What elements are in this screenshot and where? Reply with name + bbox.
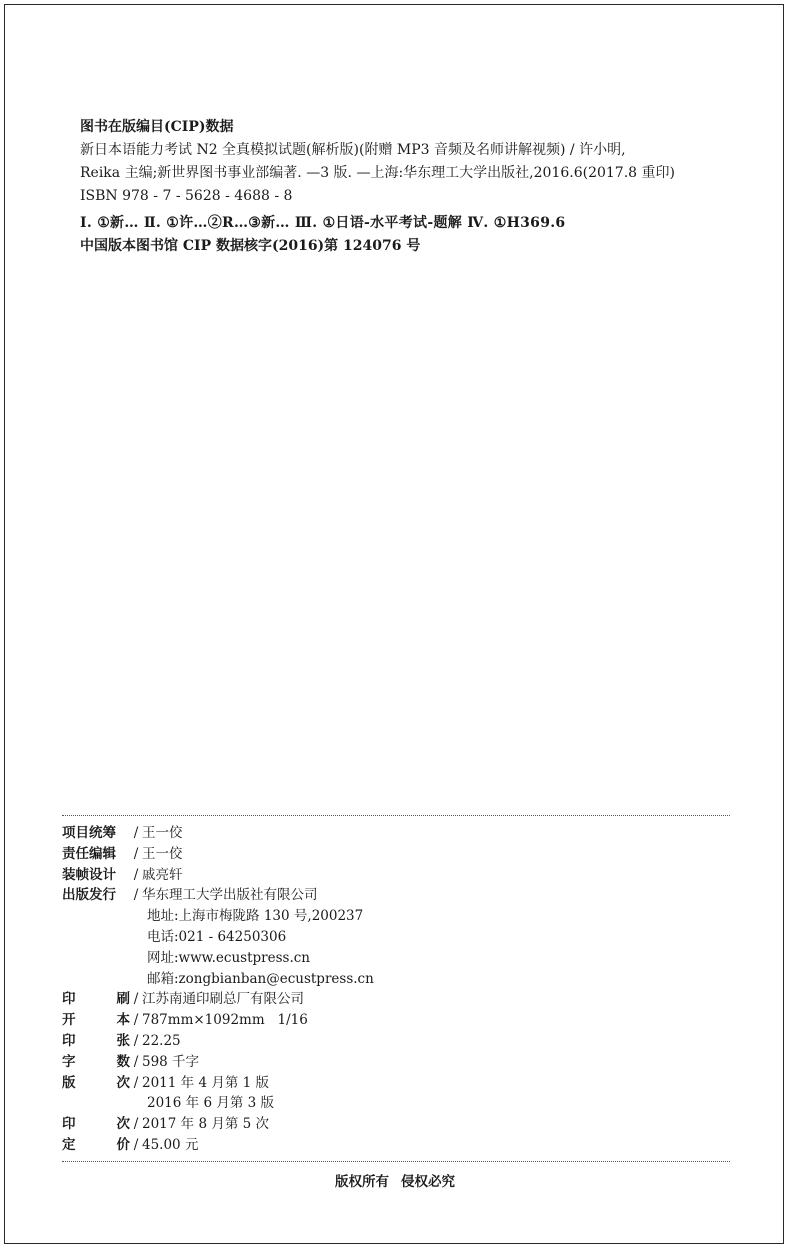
separator: / bbox=[133, 991, 139, 1008]
price-label: 定 价 bbox=[62, 1136, 130, 1153]
sheets-label: 印 张 bbox=[62, 1032, 130, 1049]
cip-number: 中国版本图书馆 CIP 数据核字(2016)第 124076 号 bbox=[80, 238, 421, 254]
design-value: 戚亮轩 bbox=[142, 866, 183, 883]
credit-row-price bbox=[62, 1135, 730, 1156]
separator: / bbox=[133, 1074, 139, 1091]
separator: / bbox=[133, 1136, 139, 1153]
publisher-address-row bbox=[62, 906, 730, 927]
divider-bottom bbox=[62, 1161, 730, 1162]
cip-classification: Ⅰ. ①新… Ⅱ. ①许…②R…③新… Ⅲ. ①日语-水平考试-题解 Ⅳ. ①H369.6 bbox=[80, 215, 566, 231]
credit-row-words bbox=[62, 1052, 730, 1073]
format-label: 开 本 bbox=[62, 1012, 130, 1029]
price-value: 45.00 元 bbox=[142, 1136, 199, 1153]
design-label: 装帧设计 bbox=[62, 866, 116, 883]
printer-label: 印 刷 bbox=[62, 991, 130, 1008]
rights-reserved: 版权所有 bbox=[335, 1174, 389, 1190]
cip-data-block bbox=[80, 116, 730, 258]
edition-row-2 bbox=[62, 1093, 730, 1114]
credit-row-format bbox=[62, 1010, 730, 1031]
editor-label: 责任编辑 bbox=[62, 845, 116, 862]
credit-row-publisher bbox=[62, 885, 730, 906]
credit-row-project bbox=[62, 823, 730, 844]
publisher-email: 邮箱:zongbianban@ecustpress.cn bbox=[147, 970, 374, 987]
cip-isbn: ISBN 978 - 7 - 5628 - 4688 - 8 bbox=[80, 188, 293, 204]
credit-row-impression bbox=[62, 1114, 730, 1135]
separator: / bbox=[133, 1012, 139, 1029]
separator: / bbox=[133, 825, 139, 841]
cip-title-line: 新日本语能力考试 N2 全真模拟试题(解析版)(附赠 MP3 音频及名师讲解视频) / 许小明, bbox=[80, 142, 626, 158]
separator: / bbox=[133, 1032, 139, 1049]
infringement-warning: 侵权必究 bbox=[401, 1174, 455, 1190]
divider-top bbox=[62, 815, 730, 816]
edition-label: 版 次 bbox=[62, 1074, 130, 1091]
credit-row-printer bbox=[62, 989, 730, 1010]
impression-label: 印 次 bbox=[62, 1116, 130, 1133]
edition-value-1: 2011 年 4 月第 1 版 bbox=[142, 1074, 269, 1091]
separator: / bbox=[133, 866, 139, 883]
publisher-website-row bbox=[62, 948, 730, 969]
credits-block bbox=[62, 823, 730, 1156]
separator: / bbox=[133, 887, 139, 904]
words-label: 字 数 bbox=[62, 1053, 130, 1070]
sheets-value: 22.25 bbox=[142, 1032, 181, 1049]
separator: / bbox=[133, 845, 139, 862]
publisher-address: 地址:上海市梅陇路 130 号,200237 bbox=[147, 908, 364, 925]
separator: / bbox=[133, 1116, 139, 1133]
publisher-phone: 电话:021 - 64250306 bbox=[147, 928, 287, 945]
publisher-email-row bbox=[62, 969, 730, 990]
printer-value: 江苏南通印刷总厂有限公司 bbox=[142, 991, 304, 1008]
publisher-label: 出版发行 bbox=[62, 887, 116, 904]
cip-authors-line: Reika 主编;新世界图书事业部编著. —3 版. —上海:华东理工大学出版社,2016.6(2017.8 重印) bbox=[80, 165, 675, 181]
copyright-notice bbox=[0, 1170, 790, 1190]
credit-row-editor bbox=[62, 844, 730, 865]
edition-value-2: 2016 年 6 月第 3 版 bbox=[147, 1095, 274, 1112]
publisher-value: 华东理工大学出版社有限公司 bbox=[142, 887, 318, 904]
credit-row-edition bbox=[62, 1073, 730, 1094]
project-value: 王一佼 bbox=[142, 825, 183, 841]
publisher-phone-row bbox=[62, 927, 730, 948]
editor-value: 王一佼 bbox=[142, 845, 183, 862]
publisher-website: 网址:www.ecustpress.cn bbox=[147, 949, 310, 966]
separator: / bbox=[133, 1053, 139, 1070]
credit-row-design bbox=[62, 865, 730, 886]
project-label: 项目统筹 bbox=[62, 825, 116, 841]
credit-row-sheets bbox=[62, 1031, 730, 1052]
impression-value: 2017 年 8 月第 5 次 bbox=[142, 1116, 269, 1133]
words-value: 598 千字 bbox=[142, 1053, 200, 1070]
cip-heading: 图书在版编目(CIP)数据 bbox=[80, 119, 234, 135]
format-value: 787mm×1092mm 1/16 bbox=[142, 1012, 308, 1029]
